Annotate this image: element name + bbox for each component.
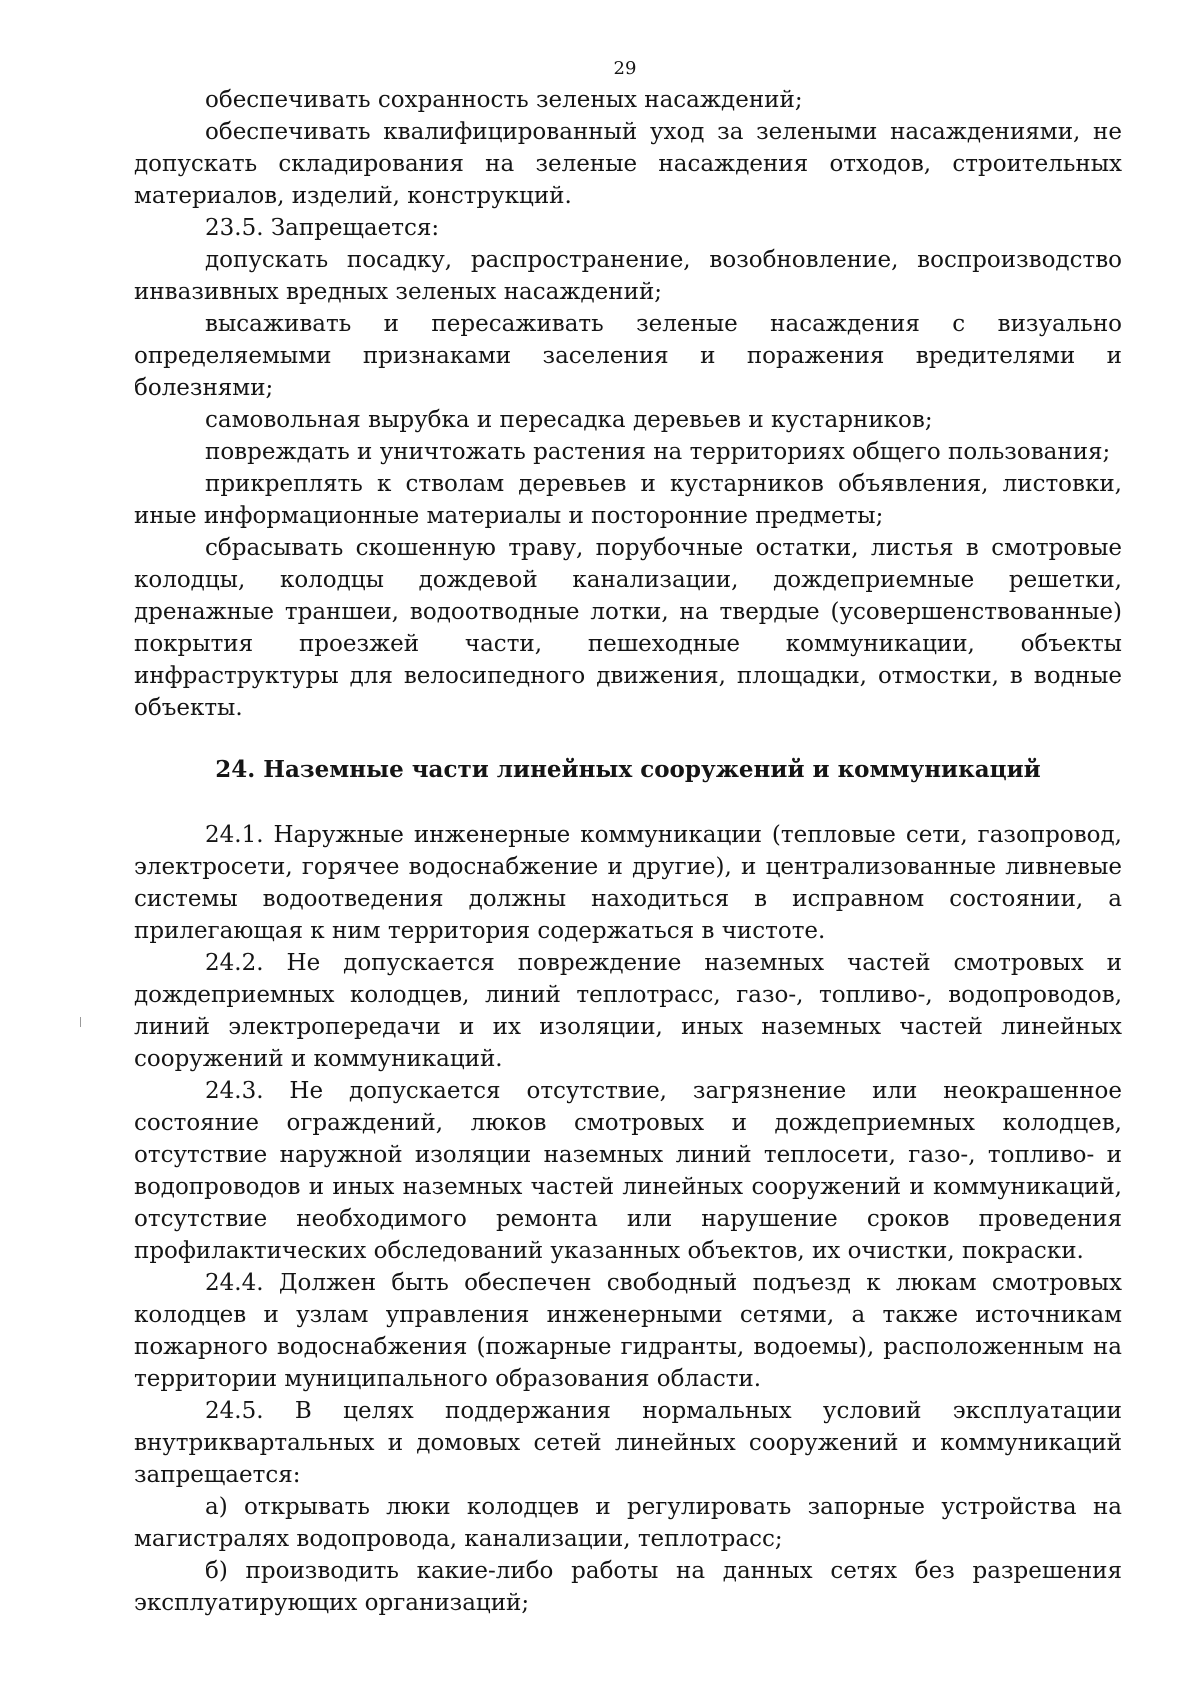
paragraph: высаживать и пересаживать зеленые насаждения с визуально определяемыми признаками заселения и поражения вредителями и болезнями; — [134, 311, 1122, 401]
paragraph: 24.3. Не допускается отсутствие, загрязнение или неокрашенное состояние ограждений, люков смотровых и дождеприемных колодцев, отсутствие наружной изоляции наземных линий теплосети, газо-, топливо- и водопроводов и иных наземных частей линейных сооружений и коммуникаций, отсутствие необходимого ремонта или нарушение сроков проведения профилактических обследований указанных объектов, их очистки, покраски. — [134, 1078, 1122, 1264]
paragraph: повреждать и уничтожать растения на территориях общего пользования; — [205, 439, 1111, 465]
paragraph: 24.1. Наружные инженерные коммуникации (тепловые сети, газопровод, электросети, горячее водоснабжение и другие), и централизованные ливневые системы водоотведения должны находиться в исправном состоянии, а прилегающая к ним территория содержаться в чистоте. — [134, 822, 1122, 944]
paragraph: самовольная вырубка и пересадка деревьев и кустарников; — [205, 407, 933, 433]
section-heading: 24. Наземные части линейных сооружений и коммуникаций — [215, 756, 1041, 783]
paragraph: 24.5. В целях поддержания нормальных условий эксплуатации внутриквартальных и домовых сетей линейных сооружений и коммуникаций запрещается: — [134, 1398, 1122, 1488]
paragraph: обеспечивать сохранность зеленых насаждений; — [205, 87, 803, 113]
paragraph: 23.5. Запрещается: — [205, 215, 440, 241]
paragraph: а) открывать люки колодцев и регулировать запорные устройства на магистралях водопровода, канализации, теплотрасс; — [134, 1494, 1122, 1552]
paragraph: допускать посадку, распространение, возобновление, воспроизводство инвазивных вредных зеленых насаждений; — [134, 247, 1122, 305]
paragraph: 24.4. Должен быть обеспечен свободный подъезд к люкам смотровых колодцев и узлам управления инженерными сетями, а также источникам пожарного водоснабжения (пожарные гидранты, водоемы), расположенным на территории муниципального образования области. — [134, 1270, 1122, 1392]
paragraph: сбрасывать скошенную траву, порубочные остатки, листья в смотровые колодцы, колодцы дождевой канализации, дождеприемные решетки, дренажные траншеи, водоотводные лотки, на твердые (усовершенствованные) покрытия проезжей части, пешеходные коммуникации, объекты инфраструктуры для велосипедного движения, площадки, отмостки, в водные объекты. — [134, 535, 1122, 721]
scan-margin-mark — [80, 1017, 81, 1027]
page-number: 29 — [613, 58, 637, 79]
paragraph: б) производить какие-либо работы на данных сетях без разрешения эксплуатирующих организаций; — [134, 1558, 1122, 1616]
paragraph: 24.2. Не допускается повреждение наземных частей смотровых и дождеприемных колодцев, линий теплотрасс, газо-, топливо-, водопроводов, линий электропередачи и их изоляции, иных наземных частей линейных сооружений и коммуникаций. — [134, 950, 1122, 1072]
document-body — [134, 84, 1122, 1619]
paragraph: обеспечивать квалифицированный уход за зелеными насаждениями, не допускать складирования на зеленые насаждения отходов, строительных материалов, изделий, конструкций. — [134, 119, 1122, 209]
paragraph: прикреплять к стволам деревьев и кустарников объявления, листовки, иные информационные материалы и посторонние предметы; — [134, 471, 1122, 529]
